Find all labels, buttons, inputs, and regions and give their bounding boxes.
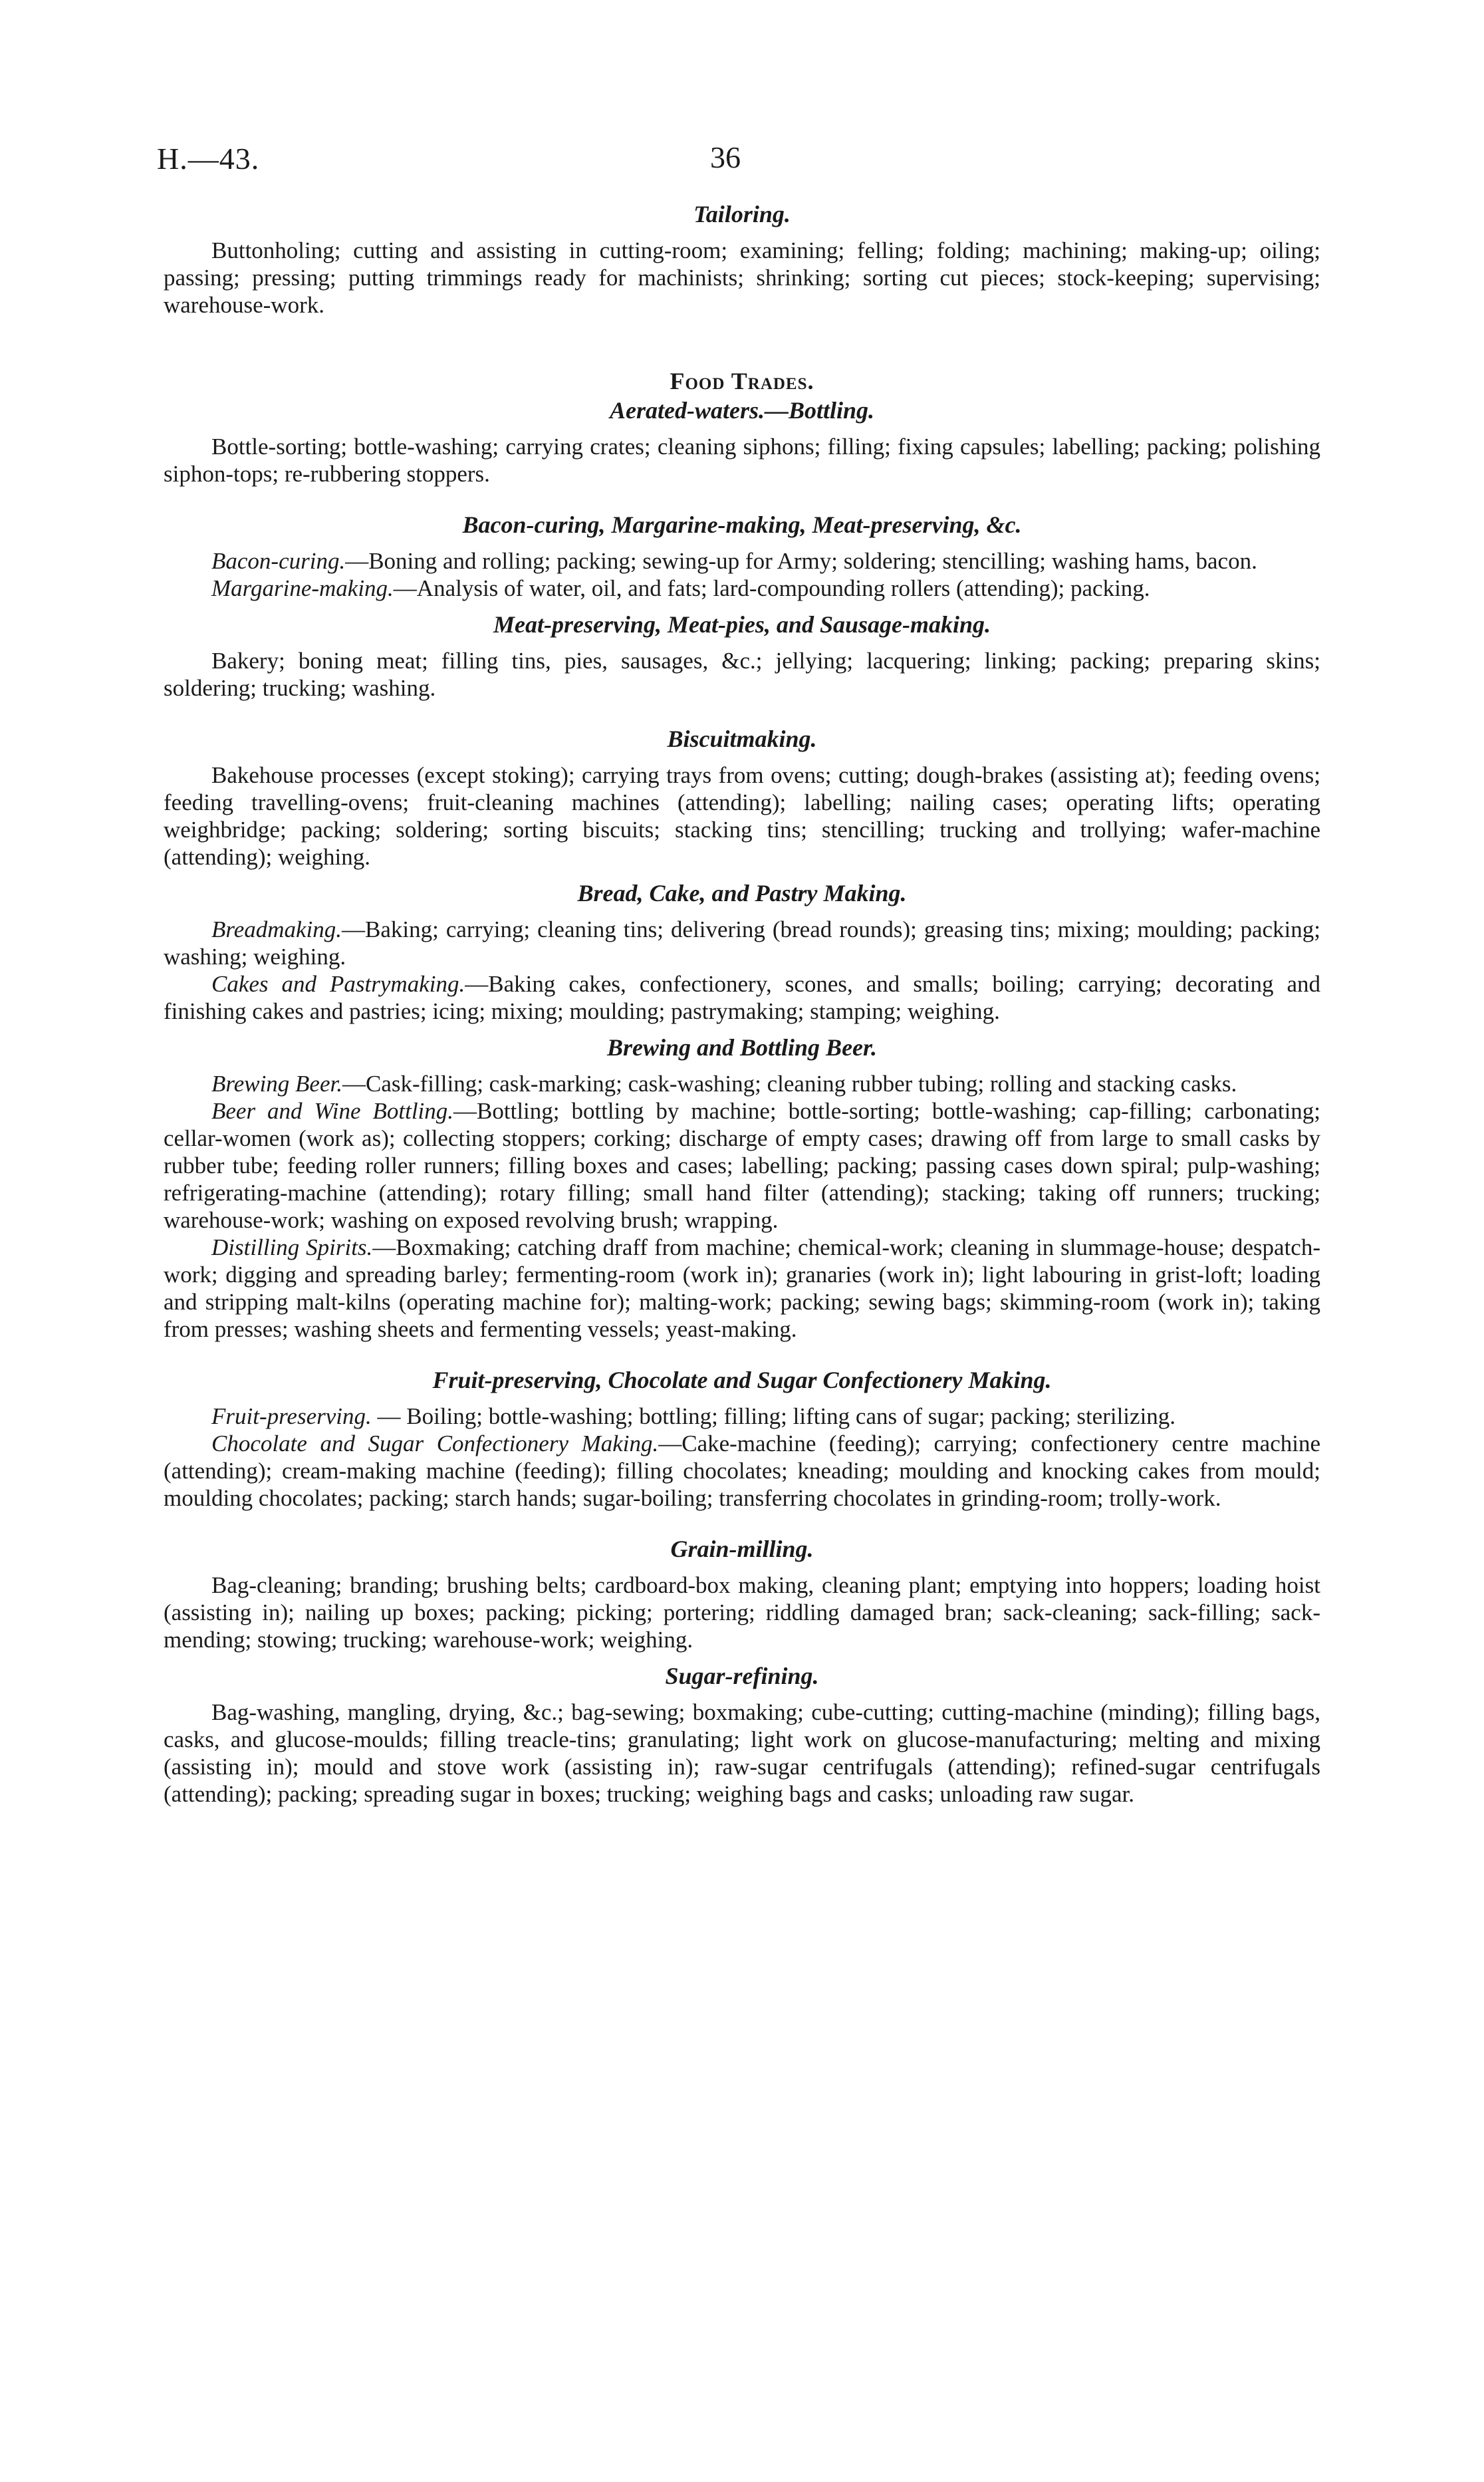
- paragraph-chocolate-confectionery: Chocolate and Sugar Confectionery Making.—Cake-machine (feeding); carrying; confectionery centre machine (attending); cream-making machine (feeding); filling chocolates; kneading; moulding and knocking cakes from mould; moulding chocolates; packing; starch hands; sugar-boiling; transferring chocolates in grinding-room; trolly-work.: [164, 1431, 1320, 1511]
- section-heading-fruit-chocolate: Fruit-preserving, Chocolate and Sugar Confectionery Making.: [432, 1367, 1052, 1393]
- paragraph-biscuitmaking: Bakehouse processes (except stoking); carrying trays from ovens; cutting; dough-brakes (assisting at); feeding ovens; feeding travelling-ovens; fruit-cleaning machines (attending); labelling; nailing cases; operating lifts; operating weighbridge; packing; soldering; sorting biscuits; stacking tins; stencilling; trucking and trollying; wafer-machine (attending); weighing.: [164, 762, 1320, 870]
- paragraph-brewing-beer: Brewing Beer.—Cask-filling; cask-marking; cask-washing; cleaning rubber tubing; rolling and stacking casks.: [211, 1071, 1237, 1097]
- page-number: 36: [710, 140, 741, 174]
- paragraph-fruit-preserving: Fruit-preserving. — Boiling; bottle-washing; bottling; filling; lifting cans of sugar; packing; sterilizing.: [211, 1403, 1176, 1429]
- subheading-chocolate-confectionery: Chocolate and Sugar Confectionery Making.: [211, 1431, 659, 1456]
- page-content: [164, 200, 1320, 1808]
- section-heading-bacon-margarine: Bacon-curing, Margarine-making, Meat-preserving, &c.: [462, 511, 1022, 538]
- paragraph-beer-wine-bottling: Beer and Wine Bottling.—Bottling; bottling by machine; bottle-sorting; bottle-washing; cap-filling; carbonating; cellar-women (work as); collecting stoppers; corking; discharge of empty cases; drawing off from large to small casks by rubber tube; feeding roller runners; filling boxes and cases; labelling; packing; passing cases down spiral; pulp-washing; refrigerating-machine (attending); rotary filling; small hand filter (attending); stacking; taking off runners; trucking; warehouse-work; washing on exposed revolving brush; wrapping.: [164, 1098, 1321, 1233]
- subheading-brewing-beer: Brewing Beer.: [211, 1071, 342, 1097]
- subheading-distilling-spirits: Distilling Spirits.: [211, 1234, 373, 1260]
- paragraph-breadmaking: Breadmaking.—Baking; carrying; cleaning tins; delivering (bread rounds); greasing tins; mixing; moulding; packing; washing; weighing.: [164, 916, 1320, 970]
- section-heading-sugar-refining: Sugar-refining.: [665, 1663, 819, 1689]
- section-heading-aerated-waters: Aerated-waters.—Bottling.: [609, 397, 875, 424]
- paragraph-distilling-spirits: Distilling Spirits.—Boxmaking; catching draff from machine; chemical-work; cleaning in slummage-house; despatch-work; digging and spreading barley; fermenting-room (work in); granaries (work in); light labouring in grist-loft; loading and stripping malt-kilns (operating machine for); malting-work; packing; sewing bags; skimming-room (work in); taking from presses; washing sheets and fermenting vessels; yeast-making.: [164, 1234, 1320, 1342]
- section-heading-grain-milling: Grain-milling.: [670, 1536, 814, 1562]
- subheading-bacon-curing: Bacon-curing.: [211, 548, 346, 574]
- paragraph-grain-milling: Bag-cleaning; branding; brushing belts; cardboard-box making, cleaning plant; emptying into hoppers; loading hoist (assisting in); nailing up boxes; packing; picking; portering; riddling damaged bran; sack-cleaning; sack-filling; sack-mending; stowing; trucking; warehouse-work; weighing.: [164, 1572, 1320, 1653]
- paragraph-cakes-pastrymaking: Cakes and Pastrymaking.—Baking cakes, confectionery, scones, and smalls; boiling; carrying; decorating and finishing cakes and pastries; icing; mixing; moulding; pastrymaking; stamping; weighing.: [164, 971, 1320, 1024]
- major-heading-food-trades: Food Trades.: [670, 368, 814, 394]
- paragraph-bacon-curing: Bacon-curing.—Boning and rolling; packing; sewing-up for Army; soldering; stencilling; washing hams, bacon.: [211, 548, 1257, 574]
- section-heading-bread-cake-pastry: Bread, Cake, and Pastry Making.: [577, 880, 907, 906]
- document-reference: H.—43.: [157, 142, 260, 176]
- paragraph-sugar-refining: Bag-washing, mangling, drying, &c.; bag-sewing; boxmaking; cube-cutting; cutting-machine (minding); filling bags, casks, and glucose-moulds; filling treacle-tins; granulating; light work on glucose-manufacturing; melting and mixing (assisting in); mould and stove work (assisting in); raw-sugar centrifugals (attending); refined-sugar centrifugals (attending); packing; spreading sugar in boxes; trucking; weighing bags and casks; unloading raw sugar.: [164, 1699, 1320, 1807]
- subheading-fruit-preserving: Fruit-preserving.: [211, 1403, 372, 1429]
- section-heading-biscuitmaking: Biscuitmaking.: [667, 726, 817, 752]
- paragraph-tailoring: Buttonholing; cutting and assisting in cutting-room; examining; felling; folding; machining; making-up; oiling; passing; pressing; putting trimmings ready for machinists; shrinking; sorting cut pieces; stock-keeping; supervising; warehouse-work.: [164, 237, 1320, 318]
- section-heading-tailoring: Tailoring.: [693, 201, 791, 227]
- subheading-margarine-making: Margarine-making.: [211, 575, 394, 601]
- section-heading-meat-preserving: Meat-preserving, Meat-pies, and Sausage-making.: [493, 611, 991, 638]
- section-heading-brewing-bottling: Brewing and Bottling Beer.: [606, 1034, 878, 1061]
- paragraph-margarine-making: Margarine-making.—Analysis of water, oil, and fats; lard-compounding rollers (attending); packing.: [211, 575, 1150, 601]
- paragraph-meat-preserving: Bakery; boning meat; filling tins, pies, sausages, &c.; jellying; lacquering; linking; packing; preparing skins; soldering; trucking; washing.: [164, 648, 1320, 701]
- paragraph-aerated-waters: Bottle-sorting; bottle-washing; carrying crates; cleaning siphons; filling; fixing capsules; labelling; packing; polishing siphon-tops; re-rubbering stoppers.: [164, 434, 1320, 487]
- subheading-breadmaking: Breadmaking.: [211, 916, 342, 942]
- subheading-beer-wine-bottling: Beer and Wine Bottling.: [211, 1098, 454, 1124]
- subheading-cakes-pastrymaking: Cakes and Pastrymaking.: [211, 971, 465, 997]
